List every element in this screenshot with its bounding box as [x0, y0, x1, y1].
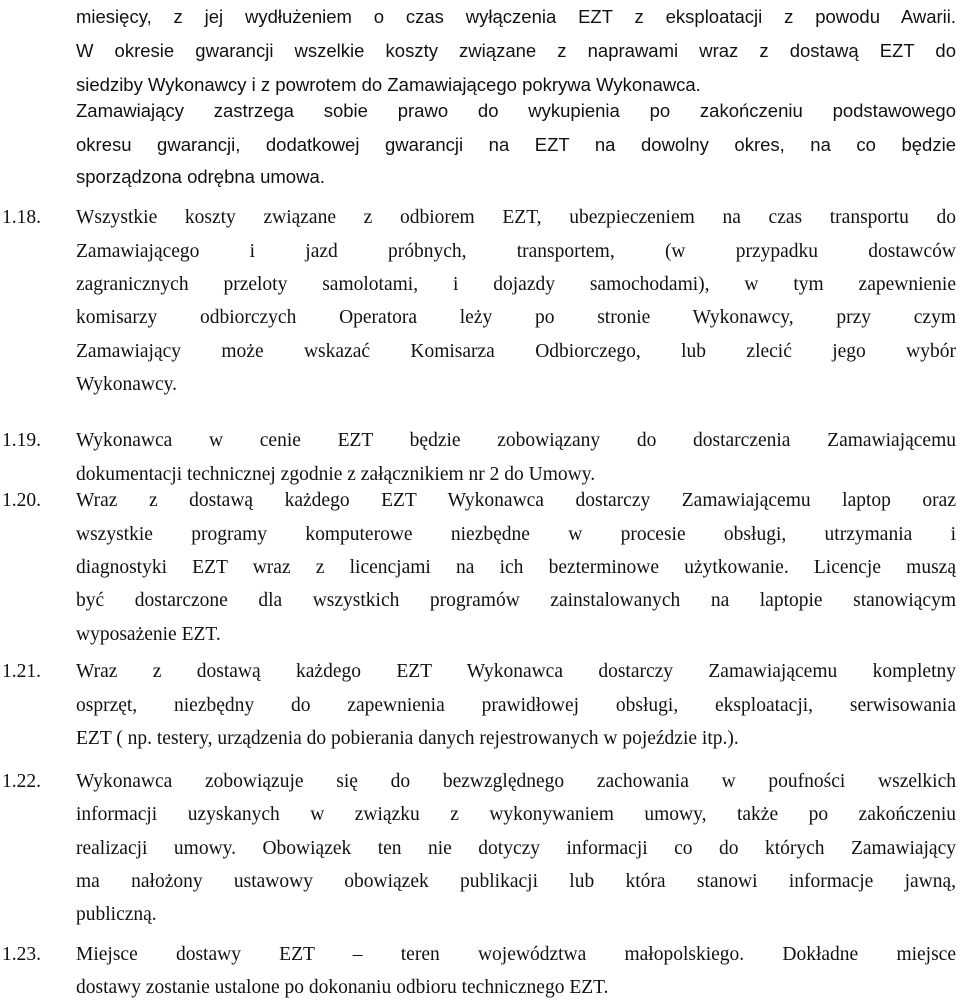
paragraph-line: Miejsce dostawy EZT – teren województwa małopolskiego. Dokładne miejsce	[76, 944, 956, 965]
paragraph-line: zagranicznych przeloty samolotami, i dojazdy samochodami), w tym zapewnienie	[76, 274, 956, 295]
paragraph-line: Zamawiającego i jazd próbnych, transportem, (w przypadku dostawców	[76, 241, 956, 262]
paragraph-line: Zamawiający zastrzega sobie prawo do wykupienia po zakończeniu podstawowego	[76, 100, 956, 121]
paragraph-line: być dostarczone dla wszystkich programów zainstalowanych na laptopie stanowiącym	[76, 590, 956, 611]
paragraph-line: Wraz z dostawą każdego EZT Wykonawca dostarczy Zamawiającemu laptop oraz	[76, 490, 956, 511]
paragraph-line: ma nałożony ustawowy obowiązek publikacji lub która stanowi informacje jawną,	[76, 871, 956, 892]
paragraph-line: publiczną.	[76, 904, 157, 925]
paragraph-line: Wraz z dostawą każdego EZT Wykonawca dostarczy Zamawiającemu kompletny	[76, 661, 956, 682]
paragraph-line: siedziby Wykonawcy i z powrotem do Zamawiającego pokrywa Wykonawca.	[76, 74, 701, 95]
paragraph-line: Wszystkie koszty związane z odbiorem EZT, ubezpieczeniem na czas transportu do	[76, 207, 956, 228]
paragraph-line: komisarzy odbiorczych Operatora leży po stronie Wykonawcy, przy czym	[76, 307, 956, 328]
paragraph-number: 1.18.	[2, 207, 41, 228]
paragraph-number: 1.20.	[2, 490, 41, 511]
paragraph-number: 1.21.	[2, 661, 41, 682]
paragraph-line: osprzęt, niezbędny do zapewnienia prawidłowej obsługi, eksploatacji, serwisowania	[76, 695, 956, 716]
paragraph-line: diagnostyki EZT wraz z licencjami na ich bezterminowe użytkowanie. Licencje muszą	[76, 557, 956, 578]
paragraph-line: Zamawiający może wskazać Komisarza Odbiorczego, lub zlecić jego wybór	[76, 341, 956, 362]
paragraph-line: informacji uzyskanych w związku z wykonywaniem umowy, także po zakończeniu	[76, 804, 956, 825]
paragraph-line: okresu gwarancji, dodatkowej gwarancji na EZT na dowolny okres, na co będzie	[76, 134, 956, 155]
paragraph-line: miesięcy, z jej wydłużeniem o czas wyłączenia EZT z eksploatacji z powodu Awarii.	[76, 6, 956, 27]
paragraph-number: 1.23.	[2, 944, 41, 965]
paragraph-number: 1.22.	[2, 771, 41, 792]
paragraph-number: 1.19.	[2, 430, 41, 451]
paragraph-line: dokumentacji technicznej zgodnie z załącznikiem nr 2 do Umowy.	[76, 464, 596, 485]
paragraph-line: W okresie gwarancji wszelkie koszty związane z naprawami wraz z dostawą EZT do	[76, 40, 956, 61]
paragraph-line: dostawy zostanie ustalone po dokonaniu odbioru technicznego EZT.	[76, 977, 609, 998]
paragraph-line: Wykonawca zobowiązuje się do bezwzględnego zachowania w poufności wszelkich	[76, 771, 956, 792]
paragraph-line: sporządzona odrębna umowa.	[76, 166, 325, 187]
paragraph-line: Wykonawca w cenie EZT będzie zobowiązany do dostarczenia Zamawiającemu	[76, 430, 956, 451]
paragraph-line: realizacji umowy. Obowiązek ten nie dotyczy informacji co do których Zamawiający	[76, 838, 956, 859]
paragraph-line: EZT ( np. testery, urządzenia do pobierania danych rejestrowanych w pojeździe itp.).	[76, 728, 739, 749]
paragraph-line: Wykonawcy.	[76, 374, 177, 395]
paragraph-line: wyposażenie EZT.	[76, 624, 221, 645]
paragraph-line: wszystkie programy komputerowe niezbędne w procesie obsługi, utrzymania i	[76, 524, 956, 545]
